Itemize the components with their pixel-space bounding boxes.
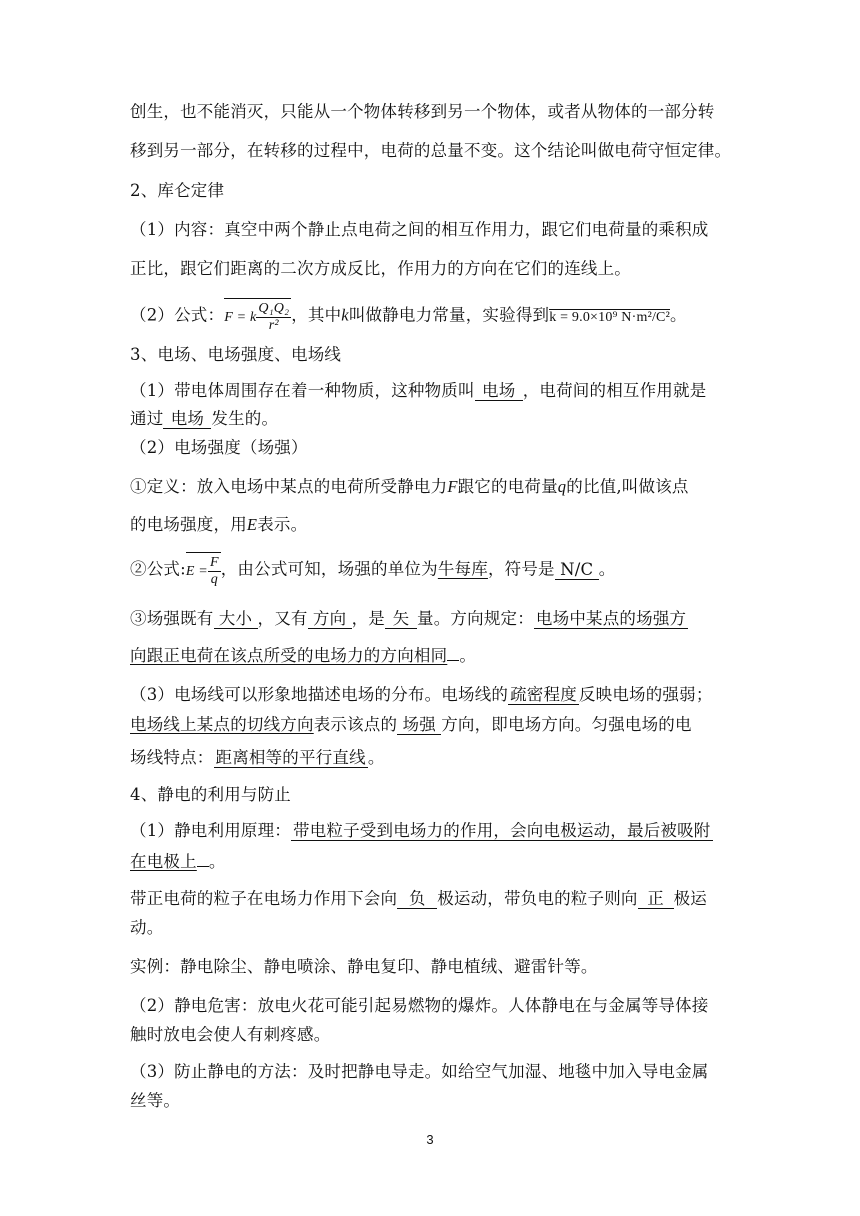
text-line: （3）电场线可以形象地描述电场的分布。电场线的 疏密程度 反映电场的强弱； [130, 685, 713, 704]
text-line: （2）静电危害：放电火花可能引起易燃物的爆炸。人体静电在与金属等导体接 [130, 996, 709, 1015]
section-heading: 4、静电的利用与防止 [130, 785, 291, 804]
field-formula: E = $\frac{F}{q}$ [186, 552, 221, 588]
text-line: （2）电场强度（场强） [130, 438, 308, 457]
text-line: ③场强既有 大小 ，又有 方向 ，是 矢 量。方向规定： 电场中某点的场强方 [130, 609, 687, 628]
text-line: ①定义：放入电场中某点的电荷所受静电力F跟它的电荷量q的比值,叫做该点 [130, 477, 689, 496]
text-line: 向跟正电荷在该点所受的电场力的方向相同 。 [130, 646, 477, 665]
text-line: 电场线上某点的切线方向表示该点的 场强 方向，即电场方向。匀强电场的电 [130, 715, 692, 734]
k-value: k = 9.0×10⁹ N·m²/C² [549, 309, 670, 325]
text-line: （1）带电体周围存在着一种物质，这种物质叫 电场 ，电荷间的相互作用就是 [130, 381, 707, 400]
text-line: （1）静电利用原理： 带电粒子受到电场力的作用，会向电极运动，最后被吸附 [130, 821, 711, 840]
text-line: 移到另一部分，在转移的过程中，电荷的总量不变。这个结论叫做电荷守恒定律。 [130, 141, 732, 160]
coulomb-formula: F = k $\frac{\text{Q₁Q₂}}{\text{r²}}$ [224, 298, 291, 334]
text-line: （1）内容：真空中两个静止点电荷之间的相互作用力，跟它们电荷量的乘积成 [130, 220, 709, 239]
text-line: 实例：静电除尘、静电喷涂、静电复印、静电植绒、避雷针等。 [130, 957, 598, 976]
text-line: 通过 电场 发生的。 [130, 409, 279, 428]
text-line: 在电极上 。 [130, 852, 226, 871]
text-line: 动。 [130, 918, 164, 937]
section-heading: 2、库仑定律 [130, 181, 225, 200]
text-line: （3）防止静电的方法：及时把静电导走。如给空气加湿、地毯中加入导电金属 [130, 1062, 709, 1081]
text-line: 丝等。 [130, 1091, 181, 1110]
text-line: 正比，跟它们距离的二次方成反比，作用力的方向在它们的连线上。 [130, 259, 631, 278]
coulomb-formula-line: （2）公式： F = k $\frac{\text{Q₁Q₂}}{\text{r²}}$ ，其中k叫做静电力常量，实验得到k = 9.0×10⁹ N·m²/C²。 [130, 298, 687, 334]
page-number: 3 [426, 1132, 434, 1147]
text-line: 的电场强度，用E表示。 [130, 515, 308, 534]
section-heading: 3、电场、电场强度、电场线 [130, 345, 342, 364]
text-line: 触时放电会使人有刺疼感。 [130, 1025, 331, 1044]
text-line: 带正电荷的粒子在电场力作用下会向 负 极运动，带负电的粒子则向 正 极运 [130, 889, 708, 908]
field-formula-line: ②公式: E = $\frac{F}{q}$ ，由公式可知，场强的单位为牛每库，符号是 N/C 。 [130, 552, 615, 588]
text-line: 创生，也不能消灭，只能从一个物体转移到另一个物体，或者从物体的一部分转 [130, 102, 715, 121]
text-line: 场线特点： 距离相等的平行直线 。 [130, 748, 385, 767]
